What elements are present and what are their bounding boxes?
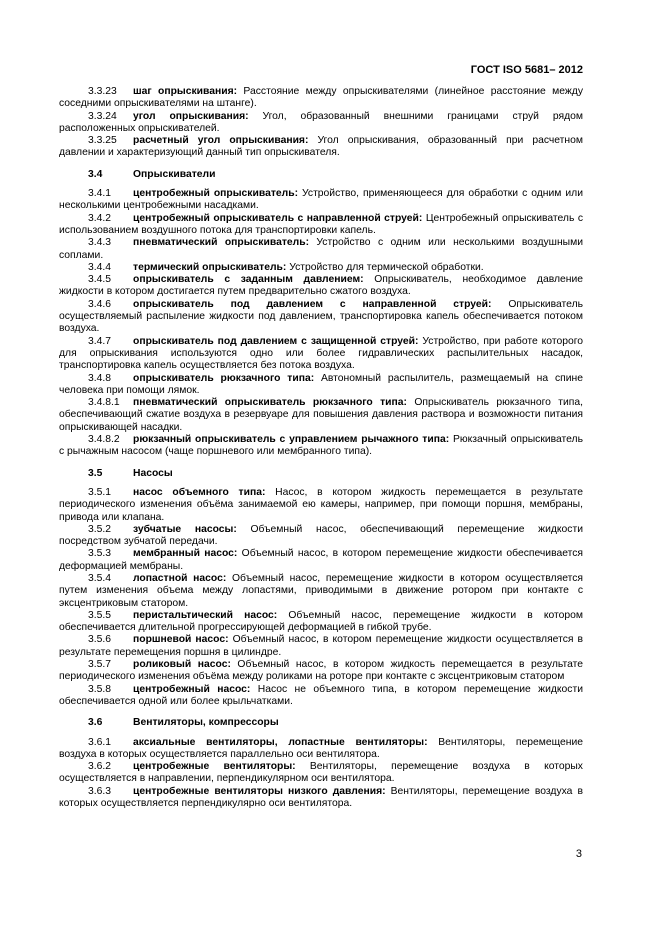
entry-text: Насос, в котором жидкость перемещается в результате периодического изменения объёма занимаемой ею камеры, например, при помощи поршня, мембраны, привода или клапана. — [59, 486, 583, 523]
definition-entry — [59, 684, 583, 709]
entry-text: Расстояние между опрыскивателями (линейное расстояние между соседними опрыскивателями на штанге). — [59, 86, 583, 110]
entry-number: 3.5.8 — [88, 683, 112, 695]
definition-entry — [59, 610, 583, 635]
entry-number: 3.4.7 — [88, 335, 112, 347]
definition-entry — [59, 548, 583, 573]
entry-term: рюкзачный опрыскиватель с управлением рычажного типа: — [133, 434, 450, 446]
entry-term: центробежный опрыскиватель: — [133, 188, 299, 200]
entry-number: 3.5.2 — [88, 523, 112, 535]
entry-number: 3.4.1 — [88, 188, 112, 200]
page-number: 3 — [575, 848, 582, 860]
entry-number: 3.6.2 — [88, 761, 112, 773]
entry-text: Вентиляторы, перемещение воздуха в которых осуществляется перпендикулярно оси вентилятора. — [59, 785, 584, 810]
definition-entry — [59, 274, 583, 299]
definition-entry — [59, 737, 583, 762]
entry-number: 3.4.5 — [88, 274, 112, 286]
definition-entry — [59, 524, 583, 549]
entry-text: Центробежный опрыскиватель с использованием воздушного потока для транспортировки капель. — [59, 212, 583, 236]
entry-text: Опрыскиватель, необходимое давление жидкости в котором достигается путем предварительно сжатого воздуха. — [59, 274, 583, 298]
entry-text: Устройство, применяющееся для обработки с одним или несколькими центробежными насадками. — [59, 188, 583, 212]
entry-term: центробежный опрыскиватель с направленной струей: — [133, 212, 423, 224]
definition-entry — [59, 237, 583, 262]
definition-entry — [59, 213, 583, 238]
entry-term: мембранный насос: — [133, 548, 238, 560]
document-header: ГОСТ ISO 5681– 2012 — [470, 64, 583, 76]
entry-text: Объемный насос, обеспечивающий перемещение жидкости посредством зубчатой передачи. — [59, 523, 583, 548]
entry-group-3-6 — [59, 737, 583, 811]
entry-text: Объемный насос, в котором перемещение жидкости осуществляется в результате перемещения поршня в цилиндре. — [59, 634, 583, 658]
entry-text: Автономный распылитель, размещаемый на спине человека при помощи лямок. — [59, 372, 583, 396]
entry-text: Опрыскиватель осуществляемый распыление жидкости под давлением, транспортировка капель обеспечивается потоком воздуха. — [59, 298, 583, 335]
entry-number: 3.5.1 — [88, 486, 112, 498]
entry-text: Устройство для термической обработки. — [286, 261, 484, 273]
entry-number: 3.4.3 — [88, 237, 112, 249]
entry-term: роликовый насос: — [133, 659, 231, 671]
entry-text: Опрыскиватель рюкзачного типа, обеспечивающий сжатие воздуха в резервуаре для повышения давления раствора и возможности питания опрыскивающей насадки. — [59, 397, 583, 433]
entry-number: 3.5.7 — [88, 659, 112, 671]
entry-number: 3.3.23 — [88, 86, 117, 97]
entry-term: угол опрыскивания: — [133, 110, 249, 122]
entry-number: 3.4.2 — [88, 212, 112, 224]
section-title: Опрыскиватели — [133, 168, 216, 180]
entry-number: 3.5.5 — [88, 609, 112, 621]
definition-entry — [59, 262, 583, 274]
entry-term: поршневой насос: — [133, 634, 229, 646]
entry-text: Устройство, при работе которого для опрыскивания используются одно или более гидравлических распылительных насадок, транспортировка капель осуществляется без потока воздуха. — [59, 335, 583, 372]
section-heading-3-5 — [59, 468, 583, 480]
definition-entry — [59, 659, 583, 684]
entry-text: Объемный насос, в котором жидкость перемещается в результате периодического изменения объёма между роликами на роторе при контакте с эксцентриковым статором — [59, 659, 583, 683]
entry-number: 3.4.8.2 — [88, 434, 120, 446]
entry-text: Угол, образованный внешними границами струй рядом расположенных опрыскивателей. — [59, 110, 584, 134]
entry-number: 3.4.8.1 — [88, 397, 120, 409]
definition-entry — [59, 111, 583, 136]
entry-text: Объемный насос, в котором перемещение жидкости обеспечивается деформацией мембраны. — [59, 548, 583, 572]
definition-entry — [59, 336, 583, 373]
entry-text: Объемный насос, перемещение жидкости в котором осуществляется путем изменения объема между лопастями, приводимыми в движение ротором при контакте с эксцентриковым статором. — [59, 572, 583, 609]
entry-term: опрыскиватель под давлением с направленной струей: — [133, 298, 492, 310]
definition-entry — [59, 188, 583, 213]
entry-term: пневматический опрыскиватель рюкзачного типа: — [133, 397, 407, 409]
definition-entry — [59, 299, 583, 336]
entry-number: 3.5.6 — [88, 634, 112, 646]
entry-term: шаг опрыскивания: — [133, 86, 238, 97]
entry-term: центробежные вентиляторы: — [133, 761, 296, 773]
entry-term: перистальтический насос: — [133, 609, 278, 621]
entry-term: центробежные вентиляторы низкого давления: — [133, 785, 386, 797]
entry-text: Вентиляторы, перемещение воздуха в которых осуществляется в направлении, перпендикулярном оси вентилятора. — [59, 761, 583, 785]
entry-term: расчетный угол опрыскивания: — [133, 135, 309, 147]
entry-number: 3.6.1 — [88, 736, 112, 748]
entry-text: Рюкзачный опрыскиватель с рычажным насосом (чаще поршневого или мембранного типа). — [59, 434, 583, 458]
section-number: 3.5 — [88, 467, 103, 479]
entry-text: Угол опрыскивания, образованный при расчетном давлении и характеризующий данный тип опрыскивателя. — [59, 135, 583, 159]
entry-group-3-3 — [59, 86, 583, 160]
definition-entry — [59, 397, 583, 434]
entry-text: Объемный насос, перемещение жидкости в котором обеспечивается длительной прогрессирующей деформацией в гибкой трубе. — [59, 609, 584, 634]
entry-number: 3.5.4 — [88, 572, 112, 584]
entry-text: Вентиляторы, перемещение воздуха в которых осуществляется параллельно оси вентилятора. — [59, 736, 584, 760]
entry-term: опрыскиватель с заданным давлением: — [133, 274, 364, 286]
section-heading-3-4 — [59, 169, 583, 181]
entry-term: опрыскиватель под давлением с защищенной струей: — [133, 335, 419, 347]
entry-number: 3.3.24 — [88, 110, 117, 122]
definition-entry — [59, 634, 583, 659]
entry-term: насос объемного типа: — [133, 486, 266, 498]
definition-entry — [59, 573, 583, 610]
document-body — [59, 86, 583, 810]
entry-term: пневматический опрыскиватель: — [133, 237, 310, 249]
section-number: 3.4 — [88, 168, 103, 180]
definition-entry — [59, 434, 583, 459]
entry-number: 3.4.4 — [88, 261, 112, 273]
definition-entry — [59, 86, 583, 111]
entry-text: Устройство с одним или несколькими воздушными соплами. — [59, 237, 583, 261]
entry-term: зубчатые насосы: — [133, 523, 237, 535]
definition-entry — [59, 135, 583, 160]
entry-term: аксиальные вентиляторы, лопастные вентиляторы: — [133, 736, 428, 748]
entry-group-3-5 — [59, 487, 583, 708]
definition-entry — [59, 761, 583, 786]
entry-term: центробежный насос: — [133, 683, 251, 695]
entry-number: 3.4.6 — [88, 298, 112, 310]
entry-number: 3.3.25 — [88, 135, 117, 147]
entry-number: 3.6.3 — [88, 785, 112, 797]
entry-term: лопастной насос: — [133, 572, 227, 584]
definition-entry — [59, 786, 583, 811]
section-title: Насосы — [133, 467, 173, 479]
entry-term: термический опрыскиватель: — [133, 261, 287, 273]
entry-term: опрыскиватель рюкзачного типа: — [133, 372, 315, 384]
entry-number: 3.4.8 — [88, 372, 112, 384]
section-heading-3-6 — [59, 717, 583, 729]
definition-entry — [59, 487, 583, 524]
entry-text: Насос не объемного типа, в котором перемещение жидкости обеспечивается одной или более крыльчатками. — [59, 683, 583, 707]
definition-entry — [59, 373, 583, 398]
entry-number: 3.5.3 — [88, 548, 112, 560]
section-number: 3.6 — [88, 717, 103, 729]
entry-group-3-4 — [59, 188, 583, 459]
section-title: Вентиляторы, компрессоры — [133, 717, 279, 729]
